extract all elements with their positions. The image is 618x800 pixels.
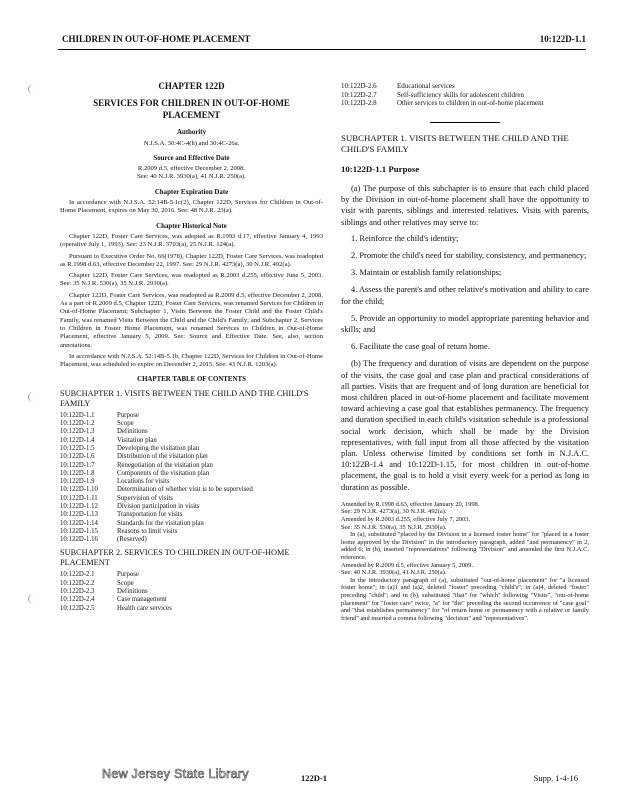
toc-entry-title: Renegotiation of the visitation plan [117,461,213,469]
toc-entry-number: 10:122D-2.2 [60,579,95,587]
toc-entry [60,437,323,445]
toc-entry-number: 10:122D-2.3 [60,588,95,596]
toc-entry-number: 10:122D-1.8 [60,469,95,477]
history-paragraph: Pursuant to Executive Order No. 66(1978), Chapter 122D, Foster Care Services, was readopted as R.1998 d.63, effective December 22, 1997. See: 29 N.J.R. 4273(a), 30 N.J.R. 492(a). [60,252,323,268]
chapter-number: CHAPTER 122D [158,81,225,91]
toc-entry [60,596,323,604]
annotation-line: See: 40 N.J.R. 3930(a), 41 N.J.R. 250(a). [341,569,447,577]
running-header [46,34,586,48]
toc-subchapter-2-title: SUBCHAPTER 2. SERVICES TO CHILDREN IN OUT-OF-HOME PLACEMENT [60,548,290,568]
annotation-line: In the introductory paragraph of (a), substituted "out-of-home placement" for "a licensed foster home"; in (a)1 and (a)2, deleted "foster" preceding "child's"; in (a)4, deleted "foster" preceding "child"; and in (b), substituted "that" for "which" following "Visits", "out-of-home placement" for "foster care" twice, "a" for "the" preceding the second occurrence of "case goal" and "that establishes permanency" for "of return home or permanency with a relative or family friend" and inserted a comma following "decision" and "representatives". [341,576,589,622]
toc-entry-number: 10:122D-2.8 [341,99,377,108]
page-number: 122D-1 [301,773,327,783]
toc-entry [60,520,323,528]
toc-entry [60,495,323,503]
authority-text: N.J.S.A. 30:4C-4(h) and 30:4C-26a. [143,139,240,147]
annotation-line: Amended by R.1998 d.63, effective January 20, 1998. [341,500,480,508]
expiration-text: In accordance with N.J.S.A. 52:14B-5.1c(2), Chapter 122D, Services for Children in Out-of-Home Placement, expires on May 30, 2016. See: 48 N.J.R. 23(a). [60,199,323,215]
toc-entry-number: 10:122D-1.7 [60,461,95,469]
toc-entry-title: Determination of whether visit is to be supervised [117,486,253,494]
toc-entry-title: Purpose [117,411,139,419]
toc-entry-title: Standards for the visitation plan [117,519,204,527]
toc-entry-title: Division participation in visits [117,502,200,510]
header-title: CHILDREN IN OUT-OF-HOME PLACEMENT [62,34,251,44]
toc-entry-title: Visitation plan [117,436,157,444]
toc-entry [60,503,323,511]
toc-entry-title: Locations for visits [117,478,170,486]
toc-entry [341,91,589,100]
purpose-list-item: 5. Provide an opportunity to model appropriate parenting behavior and skills; and [341,313,589,335]
section-heading: 10:122D-1.1 Purpose [341,163,420,174]
toc-entry-title: Scope [117,420,134,428]
header-rule [58,49,586,50]
history-paragraph: Chapter 122D, Foster Care Services, was readopted as R.2009 d.5, effective December 2, 2008. As a part of R.2009 d.5, Chapter 122D, Foster Care Services, was renamed Services for Children in Out-of-Home Placement; Subchapter 1, Visits Between the Foster Child and the Foster Child's Family, was renamed Visits Between the Child and the Child's Family; and Subchapter 2, Services to Children in Foster Home Placement, was renamed Services to Children in Out-of-Home Placement, effective January 5, 2009. See: Source and Effective Date. See, also, section annotations. [60,291,323,349]
toc-entry [60,470,323,478]
right-column [341,82,589,622]
toc-entry [341,82,589,91]
toc-entry-title: Other services to children in out-of-home placement [397,99,544,108]
toc-entry [60,486,323,494]
toc-entry [60,580,323,588]
history-heading: Chapter Historical Note [156,222,227,230]
toc-entry [60,588,323,596]
toc-subchapter-1-title: SUBCHAPTER 1. VISITS BETWEEN THE CHILD AND THE CHILD'S FAMILY [60,388,309,408]
toc-entry-number: 10:122D-1.14 [60,519,98,527]
scan-mark [28,392,37,402]
annotation-line: See: 35 N.J.R. 530(a), 35 N.J.R. 2930(a). [341,523,447,531]
toc-entry [341,99,589,108]
toc-entry-title: Purpose [117,571,139,579]
paragraph-a: (a) The purpose of this subchapter is to ensure that each child placed by the Division in out-of-home placement shall have the opportunity to visit with parents, siblings and interested relatives. Visits with parents, siblings and other relatives may serve to: [341,183,589,227]
subchapter-heading: SUBCHAPTER 1. VISITS BETWEEN THE CHILD AND THE CHILD'S FAMILY [341,132,569,154]
toc-entry-title: Distribution of the visitation plan [117,453,208,461]
toc-entry [60,412,323,420]
purpose-list-item: 1. Reinforce the child's identity; [351,233,459,243]
toc-entry-number: 10:122D-1.6 [60,453,95,461]
toc-entry-title: Scope [117,579,134,587]
source-line: See: 40 N.J.R. 3930(a), 41 N.J.R. 250(a). [137,173,246,181]
toc-subchapter-1-list [60,412,323,545]
toc-entry-title: Reasons to limit visits [117,527,178,535]
toc-entry [60,571,323,579]
expiration-heading: Chapter Expiration Date [154,188,229,196]
toc-entry [60,528,323,536]
left-column [60,82,323,613]
toc-entry-title: Transportation for visits [117,511,183,519]
toc-entry-number: 10:122D-2.6 [341,82,377,90]
paragraph-b: (b) The frequency and duration of visits are dependent on the purpose of the visits, the case goal and case plan and practical considerations of all parties. Visits that are frequent and of long duration are beneficial for most children placed in out-of-home placement and facilitate movement toward achieving a case goal that establishes permanency. The frequency and duration specified in each child's visitation schedule is a professional social work decision, which shall be made by the Division representatives, with full input from all those affected by the visitation plan. Unless otherwise limited by conditions set forth in N.J.A.C. 10:122B-1.4 and 10:122D-1.15, for most children in out-of-home placement, the goal is to hold a visit every week for a period as long in duration as possible. [341,359,589,492]
purpose-list-item: 3. Maintain or establish family relationships; [351,268,502,278]
chapter-title: SERVICES FOR CHILDREN IN OUT-OF-HOME PLACEMENT [93,98,290,121]
purpose-list-item: 2. Promote the child's need for stability, consistency, and permanency; [351,251,587,260]
purpose-list [341,233,589,353]
toc-entry [60,536,323,544]
toc-subchapter-2-list [60,571,323,612]
authority-heading: Authority [176,129,207,137]
toc-entry-number: 10:122D-1.1 [60,411,95,419]
toc-entry-title: Supervision of visits [117,494,173,502]
toc-entry-number: 10:122D-1.16 [60,536,98,544]
toc-entry [60,428,323,436]
toc-entry [60,511,323,519]
toc-entry-number: 10:122D-2.7 [341,90,377,99]
source-heading: Source and Effective Date [153,154,230,162]
purpose-list-item: 4. Assess the parent's and other relative's motivation and ability to care for the child; [341,285,589,306]
library-stamp: New Jersey State Library [102,767,249,781]
toc-entry-number: 10:122D-1.10 [60,486,98,494]
toc-entry-number: 10:122D-1.3 [60,428,95,436]
supplement-date: Supp. 1-4-16 [533,773,578,783]
header-section: 10:122D-1.1 [539,34,586,44]
toc-entry-title: Developing the visitation plan [117,444,200,452]
section-divider [430,122,500,123]
history-paragraph: In accordance with N.J.S.A. 52:14B-5.1b, Chapter 122D, Services for Children in Out-of-Home Placement, was scheduled to expire on December 2, 2015. See: 43 N.J.R. 1203(a). [60,352,323,369]
toc-entry-number: 10:122D-1.2 [60,420,95,428]
toc-entry-title: Self-sufficiency skills for adolescent children [397,90,524,99]
scan-mark [28,84,37,94]
purpose-list-item: 6. Facilitate the case goal of return home. [351,342,490,352]
toc-entry-number: 10:122D-1.11 [60,494,98,502]
toc-entry-number: 10:122D-1.13 [60,511,98,519]
toc-entry [60,420,323,428]
annotation-line: See: 29 N.J.R. 4273(a), 30 N.J.R. 492(a). [341,508,447,516]
toc-entry-title: (Reserved) [117,536,147,544]
toc-subchapter-2-list-continued [341,82,589,108]
annotation-line: In (a), substituted "placed by the Division in a licensed foster home" for "placed in a foster home approved by the Division" in the introductory paragraph, added "and permanency" in 2, added 6; in (b), inserted "representatives" following "Division" and amended the first N.J.A.C. reference. [341,531,589,562]
toc-entry-number: 10:122D-1.9 [60,478,95,486]
toc-entry-number: 10:122D-1.5 [60,444,95,452]
toc-entry-number: 10:122D-2.1 [60,571,95,579]
toc-entry-number: 10:122D-1.4 [60,436,95,444]
toc-entry [60,605,323,613]
toc-entry-title: Health care services [117,604,172,612]
page-footer [0,767,618,789]
source-line: R.2009 d.5, effective December 2, 2008. [137,165,246,173]
toc-entry-number: 10:122D-1.15 [60,527,98,535]
toc-entry [60,445,323,453]
toc-heading: CHAPTER TABLE OF CONTENTS [137,376,246,384]
annotation-line: Amended by R.2009 d.5, effective January 5, 2009. [341,561,473,569]
toc-entry [60,478,323,486]
toc-entry-number: 10:122D-2.5 [60,604,95,612]
annotation-line: Amended by R.2003 d.255, effective July 7, 2003. [341,516,471,524]
toc-entry [60,453,323,461]
history-paragraph: Chapter 122D, Foster Care Services, was adopted as R.1993 d.17, effective January 4, 1993 (operative July 1, 1993). See: 23 N.J.R. 3703(a), 25 N.J.R. 124(a). [60,232,323,249]
toc-entry-title: Case management [117,596,167,604]
toc-entry-title: Educational services [397,82,455,90]
scan-mark [28,594,37,604]
toc-entry [60,462,323,470]
toc-entry-title: Definitions [117,588,148,596]
toc-entry-number: 10:122D-2.4 [60,596,95,604]
toc-entry-title: Definitions [117,428,148,436]
history-paragraph: Chapter 122D, Foster Care Services, was readopted as R.2003 d.255, effective June 5, 2003. See: 35 N.J.R. 530(a), 35 N.J.R. 2930(a). [60,272,323,288]
section-annotations [341,501,589,623]
toc-entry-title: Components of the visitation plan [117,469,210,477]
toc-entry-number: 10:122D-1.12 [60,502,98,510]
